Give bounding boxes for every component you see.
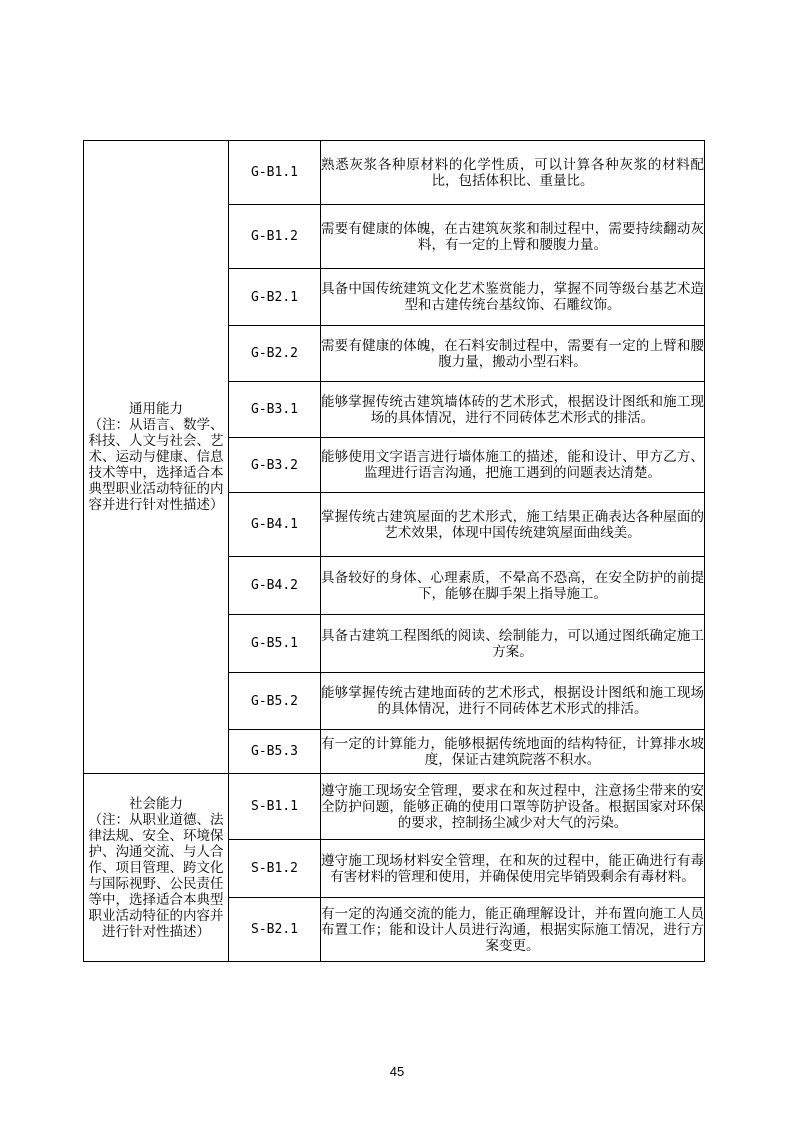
ability-description: 熟悉灰浆各种原材料的化学性质，可以计算各种灰浆的材料配比，包括体积比、重量比。 bbox=[321, 141, 705, 205]
table-row bbox=[84, 774, 705, 840]
ability-code: G-B4.1 bbox=[229, 493, 321, 557]
ability-table bbox=[83, 140, 705, 962]
ability-code: G-B5.2 bbox=[229, 673, 321, 730]
ability-code: G-B1.1 bbox=[229, 141, 321, 205]
ability-description: 具备古建筑工程图纸的阅读、绘制能力，可以通过图纸确定施工方案。 bbox=[321, 615, 705, 673]
ability-description: 能够掌握传统古建筑墙体砖的艺术形式，根据设计图纸和施工现场的具体情况，进行不同砖体艺术形式的排活。 bbox=[321, 382, 705, 438]
social-ability-cell bbox=[84, 774, 229, 962]
ability-code: G-B1.2 bbox=[229, 205, 321, 269]
ability-code: G-B2.1 bbox=[229, 269, 321, 326]
ability-description: 遵守施工现场材料安全管理，在和灰的过程中，能正确进行有毒有害材料的管理和使用，并确保使用完毕销毁剩余有毒材料。 bbox=[321, 840, 705, 898]
ability-code: S-B2.1 bbox=[229, 898, 321, 962]
ability-code: G-B5.1 bbox=[229, 615, 321, 673]
ability-code: G-B5.3 bbox=[229, 730, 321, 774]
ability-description: 掌握传统古建筑屋面的艺术形式，施工结果正确表达各种屋面的艺术效果，体现中国传统建筑屋面曲线美。 bbox=[321, 493, 705, 557]
social-ability-note: （注：从职业道德、法律法规、安全、环境保护、沟通交流、与人合作、项目管理、跨文化与国际视野、公民责任等中，选择适合本典型职业活动特征的内容并进行针对性描述） bbox=[88, 811, 224, 940]
general-ability-note: （注：从语言、数学、科技、人文与社会、艺术、运动与健康、信息技术等中，选择适合本典型职业活动特征的内容并进行针对性描述） bbox=[88, 417, 224, 513]
ability-description: 具备较好的身体、心理素质，不晕高不恐高，在安全防护的前提下，能够在脚手架上指导施工。 bbox=[321, 557, 705, 615]
general-ability-title: 通用能力 bbox=[129, 401, 183, 417]
ability-description: 有一定的计算能力，能够根据传统地面的结构特征，计算排水坡度，保证古建筑院落不积水。 bbox=[321, 730, 705, 774]
ability-code: G-B3.1 bbox=[229, 382, 321, 438]
ability-code: G-B2.2 bbox=[229, 326, 321, 382]
social-ability-title: 社会能力 bbox=[129, 795, 183, 812]
ability-code: G-B3.2 bbox=[229, 438, 321, 493]
ability-description: 能够使用文字语言进行墙体施工的描述，能和设计、甲方乙方、监理进行语言沟通，把施工遇到的问题表达清楚。 bbox=[321, 438, 705, 493]
ability-description: 需要有健康的体魄，在古建筑灰浆和制过程中，需要持续翻动灰料，有一定的上臂和腰腹力量。 bbox=[321, 205, 705, 269]
ability-description: 能够掌握传统古建地面砖的艺术形式，根据设计图纸和施工现场的具体情况，进行不同砖体艺术形式的排活。 bbox=[321, 673, 705, 730]
ability-description: 需要有健康的体魄，在石料安制过程中，需要有一定的上臂和腰腹力量，搬动小型石料。 bbox=[321, 326, 705, 382]
ability-description: 具备中国传统建筑文化艺术鉴赏能力，掌握不同等级台基艺术造型和古建传统台基纹饰、石雕纹饰。 bbox=[321, 269, 705, 326]
ability-code: S-B1.1 bbox=[229, 774, 321, 840]
general-ability-cell bbox=[84, 141, 229, 774]
ability-code: G-B4.2 bbox=[229, 557, 321, 615]
ability-description: 有一定的沟通交流的能力，能正确理解设计，并布置向施工人员布置工作；能和设计人员进行沟通，根据实际施工情况，进行方案变更。 bbox=[321, 898, 705, 962]
page-number: 45 bbox=[389, 1064, 405, 1079]
ability-description: 遵守施工现场安全管理，要求在和灰过程中，注意扬尘带来的安全防护问题，能够正确的使用口罩等防护设备。根据国家对环保的要求，控制扬尘减少对大气的污染。 bbox=[321, 774, 705, 840]
table-row bbox=[84, 141, 705, 205]
ability-code: S-B1.2 bbox=[229, 840, 321, 898]
